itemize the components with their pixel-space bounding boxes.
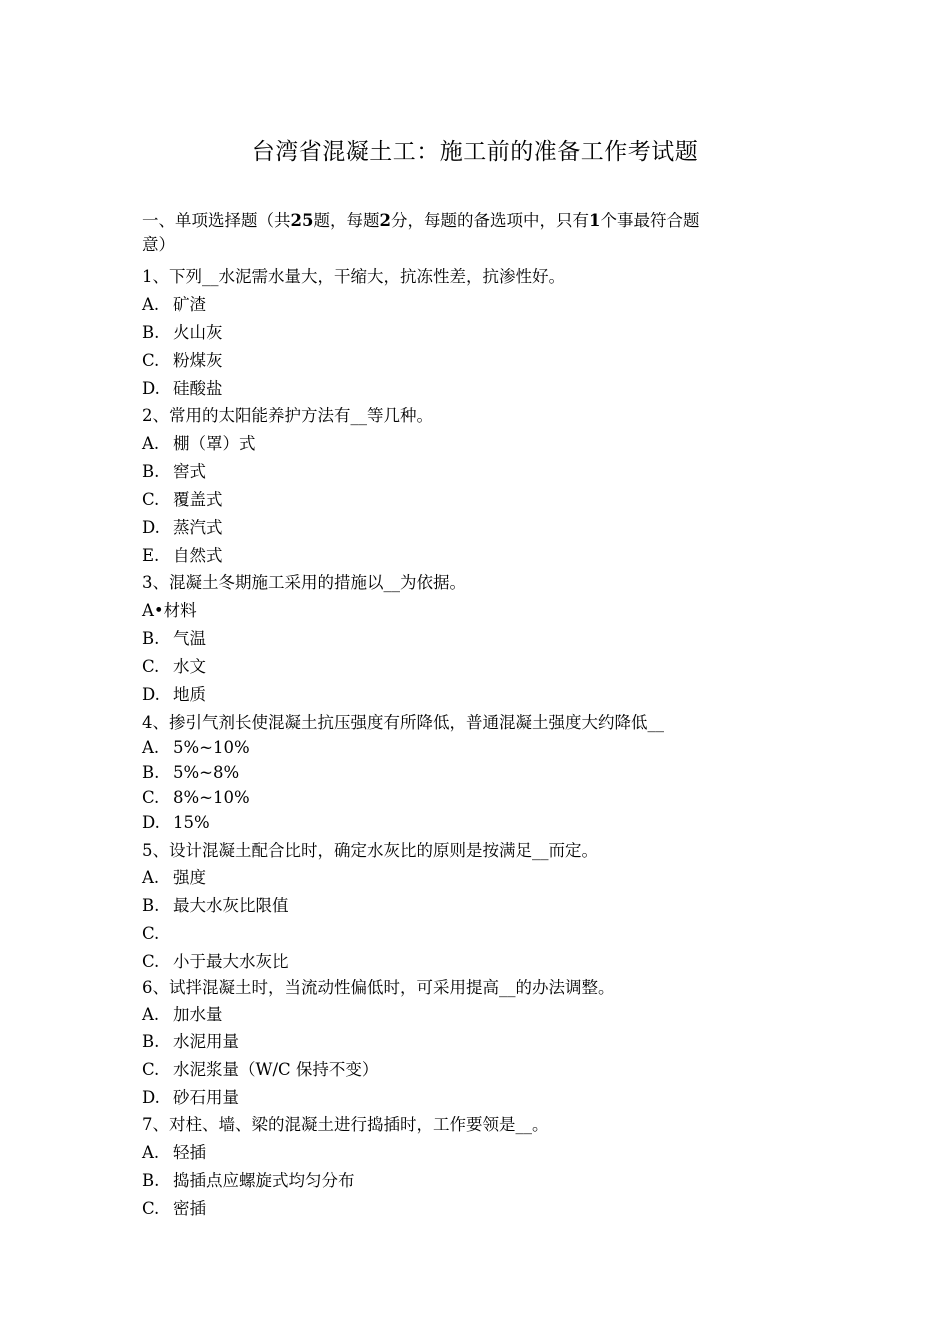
question-stem: 7、对柱、墙、梁的混凝土进行捣插时，工作要领是__。 <box>142 1115 549 1134</box>
option-text: 轻插 <box>173 1143 206 1162</box>
question-stem: 2、常用的太阳能养护方法有__等几种。 <box>142 406 433 425</box>
option-letter: D. <box>142 685 160 704</box>
answer-option <box>142 375 223 402</box>
answer-option <box>142 1139 206 1166</box>
option-text: 蒸汽式 <box>173 518 223 537</box>
option-text: 自然式 <box>173 546 223 565</box>
option-letter: B. <box>142 1032 160 1051</box>
option-letter: A. <box>142 738 160 757</box>
question-stem: 1、下列__水泥需水量大，干缩大，抗冻性差，抗渗性好。 <box>142 267 565 286</box>
option-text: 火山灰 <box>173 323 223 342</box>
option-letter: B. <box>142 462 160 481</box>
answer-option <box>142 1167 355 1194</box>
option-text: 地质 <box>173 685 206 704</box>
question-stem: 6、试拌混凝土时，当流动性偏低时，可采用提高__的办法调整。 <box>142 978 615 997</box>
option-text: 密插 <box>173 1199 206 1218</box>
answer-option <box>142 1084 239 1111</box>
option-letter: C. <box>142 788 160 807</box>
option-text: 15% <box>173 813 210 832</box>
answer-option <box>142 864 206 891</box>
option-text: 矿渣 <box>173 295 206 314</box>
answer-option <box>142 948 289 975</box>
option-text: 水泥浆量（W/C 保持不变） <box>173 1060 379 1079</box>
answer-option <box>142 542 223 569</box>
answer-option <box>142 653 206 680</box>
option-letter: E. <box>142 546 160 565</box>
answer-option <box>142 486 223 513</box>
answer-option <box>142 597 197 624</box>
page-title: 台湾省混凝土工：施工前的准备工作考试题 <box>251 139 699 165</box>
option-letter: A. <box>142 1005 160 1024</box>
question-stem: 4、掺引气剂长使混凝土抗压强度有所降低，普通混凝土强度大约降低__ <box>142 713 664 732</box>
option-text: 加水量 <box>173 1005 223 1024</box>
option-text: 气温 <box>173 629 206 648</box>
answer-option <box>142 734 250 761</box>
option-letter: A. <box>142 434 160 453</box>
option-text: 捣插点应螺旋式均匀分布 <box>173 1171 355 1190</box>
option-letter: D. <box>142 1088 160 1107</box>
option-letter: C. <box>142 657 160 676</box>
answer-option <box>142 1195 206 1222</box>
option-text: 水文 <box>173 657 206 676</box>
answer-option <box>142 319 223 346</box>
option-letter: C. <box>142 952 160 971</box>
option-letter: C. <box>142 351 160 370</box>
option-text: 小于最大水灰比 <box>173 952 289 971</box>
answer-option <box>142 1056 378 1083</box>
option-letter: D. <box>142 518 160 537</box>
option-letter: C. <box>142 490 160 509</box>
option-letter: B. <box>142 1171 160 1190</box>
option-text: 强度 <box>173 868 206 887</box>
option-letter: B. <box>142 896 160 915</box>
option-text: 5%~10% <box>173 738 250 757</box>
question-stem: 3、混凝土冬期施工采用的措施以__为依据。 <box>142 573 466 592</box>
answer-option <box>142 681 206 708</box>
answer-option <box>142 892 289 919</box>
option-letter: C. <box>142 1199 160 1218</box>
answer-option <box>142 1028 239 1055</box>
option-letter: C. <box>142 1060 160 1079</box>
option-text: 砂石用量 <box>173 1088 239 1107</box>
option-text: 硅酸盐 <box>173 379 223 398</box>
option-letter: D. <box>142 379 160 398</box>
answer-option <box>142 430 256 457</box>
answer-option <box>142 1001 223 1028</box>
answer-option <box>142 347 223 374</box>
answer-option <box>142 920 173 947</box>
option-letter: B. <box>142 763 160 782</box>
answer-option <box>142 514 223 541</box>
answer-option <box>142 458 206 485</box>
option-text: 窖式 <box>173 462 206 481</box>
option-letter: B. <box>142 629 160 648</box>
option-text: 棚（罩）式 <box>173 434 256 453</box>
option-letter: D. <box>142 813 160 832</box>
option-letter: A. <box>142 1143 160 1162</box>
option-text: 5%~8% <box>173 763 240 782</box>
option-letter: C. <box>142 924 160 943</box>
option-letter: A•材料 <box>142 601 197 620</box>
question-stem: 5、设计混凝土配合比时，确定水灰比的原则是按满足__而定。 <box>142 841 598 860</box>
option-letter: B. <box>142 323 160 342</box>
option-text: 覆盖式 <box>173 490 223 509</box>
option-text: 最大水灰比限值 <box>173 896 289 915</box>
option-text: 水泥用量 <box>173 1032 239 1051</box>
option-letter: A. <box>142 295 160 314</box>
answer-option <box>142 784 250 811</box>
answer-option <box>142 291 206 318</box>
option-letter: A. <box>142 868 160 887</box>
answer-option <box>142 759 239 786</box>
answer-option <box>142 625 206 652</box>
section-heading: 一、单项选择题（共25题，每题2分，每题的备选项中，只有1个事最符合题 <box>142 211 700 230</box>
option-text: 粉煤灰 <box>173 351 223 370</box>
answer-option <box>142 809 210 836</box>
section-heading-cont: 意） <box>142 235 175 254</box>
option-text: 8%~10% <box>173 788 250 807</box>
